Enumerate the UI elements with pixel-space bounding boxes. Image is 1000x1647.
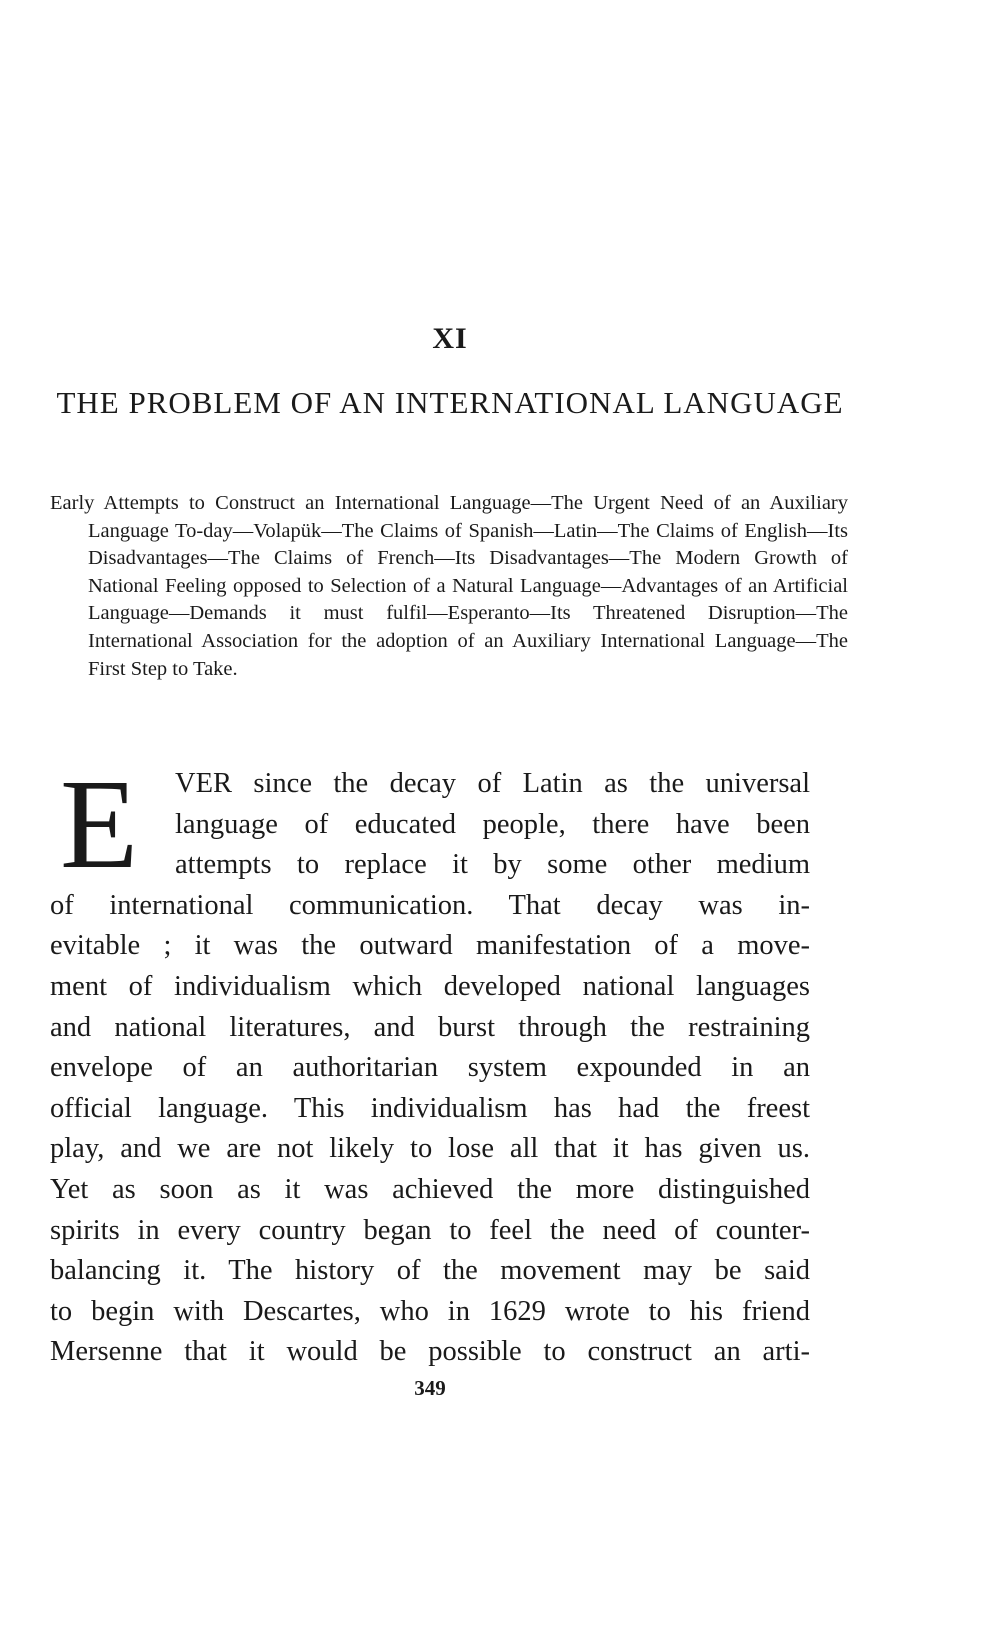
chapter-synopsis: Early Attempts to Construct an International Language—The Urgent Need of an Auxiliary Language To-day—Volapük—The Claims of Spanish—Latin—The Claims of English—Its Disadvantages—The Claims of French—Its Disadvantages—The Modern Growth of National Feeling opposed to Selection of a Natural Language—Advantages of an Artificial Language—Demands it must fulfil—Esperanto—Its Threatened Disruption—The International Association for the adoption of an Auxiliary International Language—The First Step to Take. xyxy=(50,492,848,680)
body-line: evitable ; it was the outward manifestation of a move- xyxy=(50,930,810,962)
body-line: official language. This individualism has had the freest xyxy=(50,1092,810,1124)
body-text xyxy=(50,753,810,1373)
body-line: envelope of an authoritarian system expounded in an xyxy=(50,1052,810,1084)
body-line: play, and we are not likely to lose all that it has given us. xyxy=(50,1133,810,1165)
body-line: ment of individualism which developed national languages xyxy=(50,970,810,1002)
chapter-number: XI xyxy=(432,322,468,355)
drop-cap: E xyxy=(60,753,139,895)
body-line: to begin with Descartes, who in 1629 wrote to his friend xyxy=(50,1295,810,1327)
body-line: Yet as soon as it was achieved the more distinguished xyxy=(50,1173,810,1205)
chapter-title: THE PROBLEM OF AN INTERNATIONAL LANGUAGE xyxy=(56,385,844,420)
body-line: VER since the decay of Latin as the universal xyxy=(175,768,810,799)
body-line: Mersenne that it would be possible to construct an arti- xyxy=(50,1336,810,1368)
body-line: language of educated people, there have been xyxy=(175,808,810,840)
body-line: attempts to replace it by some other medium xyxy=(175,849,810,881)
body-line: balancing it. The history of the movement may be said xyxy=(50,1255,810,1287)
page-number: 349 xyxy=(414,1376,446,1400)
body-line: spirits in every country began to feel the need of counter- xyxy=(50,1214,810,1246)
body-line: and national literatures, and burst through the restraining xyxy=(50,1011,810,1043)
body-line: of international communication. That decay was in- xyxy=(50,889,810,921)
